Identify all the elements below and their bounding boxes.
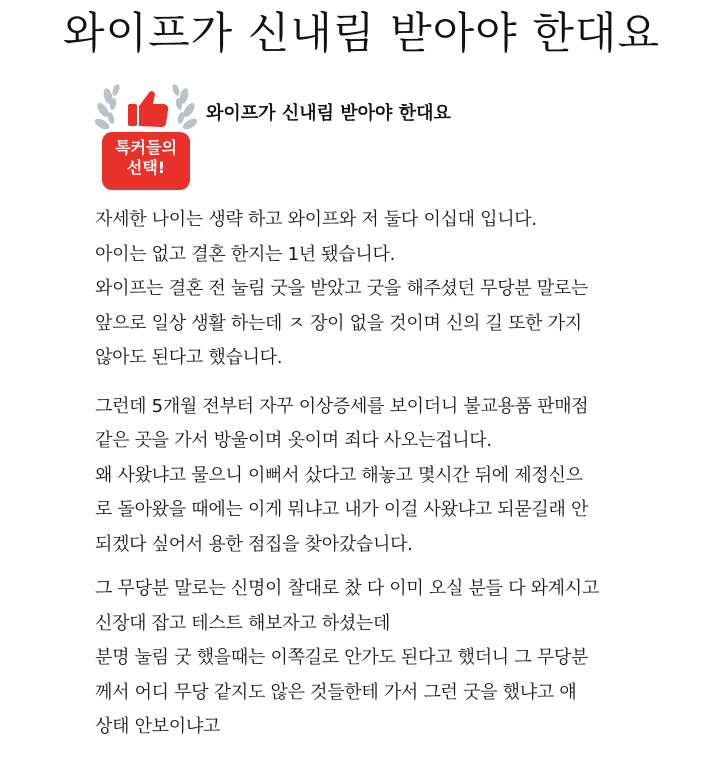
text-line: 아이는 없고 결혼 한지는 1년 됐습니다. <box>95 243 396 265</box>
text-line: 앞으로 일상 생활 하는데 ㅈ 장이 없을 것이며 신의 길 또한 가지 <box>95 312 582 334</box>
source-post-title: 와이프가 신내림 받아야 한대요 <box>206 103 451 124</box>
text-line: 신장대 잡고 테스트 해보자고 하셨는데 <box>95 612 391 634</box>
text-line: 왜 사왔냐고 물으니 이뻐서 샀다고 해놓고 몇시간 뒤에 제정신으 <box>95 464 583 486</box>
text-line: 그런데 5개월 전부터 자꾸 이상증세를 보이더니 불교용품 판매점 <box>95 395 589 417</box>
paragraph <box>95 390 715 563</box>
paragraph <box>95 572 715 745</box>
text-line: 께서 어디 무당 같지도 않은 것들한테 가서 그런 굿을 했냐고 얘 <box>95 681 577 703</box>
badge-label-line-2: 선택! <box>126 158 166 177</box>
paragraph <box>95 203 715 376</box>
text-line: 자세한 나이는 생략 하고 와이프와 저 둘다 이십대 입니다. <box>95 209 537 230</box>
text-line: 같은 곳을 가서 방울이며 옷이며 죄다 사오는겁니다. <box>95 430 492 451</box>
text-line: 로 돌아왔을 때에는 이게 뭐냐고 내가 이걸 사왔냐고 되묻길래 안 <box>95 499 589 520</box>
article-body <box>95 203 715 745</box>
text-line: 분명 눌림 굿 했을때는 이쪽길로 안가도 된다고 했더니 그 무당분 <box>95 647 589 668</box>
badge-label-line-1: 톡커들의 <box>115 138 177 157</box>
text-line: 되겠다 싶어서 용한 점집을 찾아갔습니다. <box>95 533 413 555</box>
badge-label <box>107 138 185 178</box>
text-line: 상태 안보이냐고 <box>95 716 221 737</box>
page-title: 와이프가 신내림 받아야 한대요 <box>63 9 660 59</box>
text-line: 그 무당분 말로는 신명이 찰대로 찼 다 이미 오실 분들 다 와계시고 <box>95 578 599 599</box>
text-line: 와이프는 결혼 전 눌림 굿을 받았고 굿을 해주셨던 무당분 말로는 <box>95 278 589 299</box>
text-line: 않아도 된다고 했습니다. <box>95 347 283 368</box>
talker-choice-badge <box>94 82 198 194</box>
